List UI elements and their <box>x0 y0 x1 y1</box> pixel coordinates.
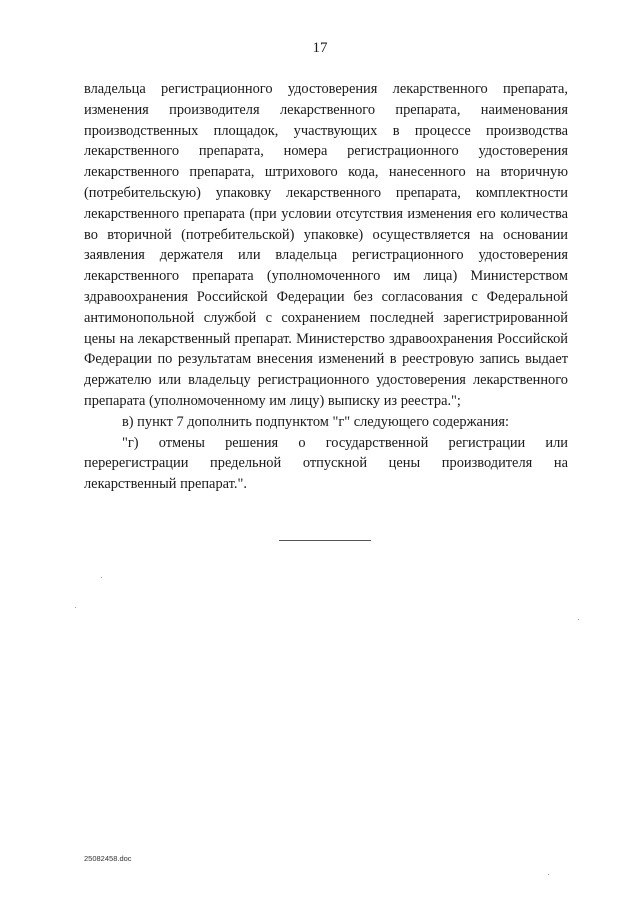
paragraph-item-g: "г) отмены решения о государственной регистрации или перерегистрации предельной отпускной цены производителя на лекарственный препарат.". <box>84 434 568 493</box>
paragraph-continuation: владельца регистрационного удостоверения лекарственного препарата, изменения производителя лекарственного препарата, наименования производственных площадок, участвующих в процессе производства лекарственного препарата, номера регистрационного удостоверения лекарственного препарата, штрихового кода, нанесенного на вторичную (потребительскую) упаковку лекарственного препарата, комплектности лекарственного препарата (при условии отсутствия изменения его количества во вторичной (потребительской) упаковке) осуществляется на основании заявления держателя или владельца регистрационного удостоверения лекарственного препарата (уполномоченного им лица) Министерством здравоохранения Российской Федерации без согласования с Федеральной антимонопольной службой с сохранением последней зарегистрированной цены на лекарственный препарат. Министерство здравоохранения Российской Федерации по результатам внесения изменений в реестровую запись выдает держателю или владельцу регистрационного удостоверения лекарственного препарата (уполномоченному им лицу) выписку из реестра."; <box>84 81 568 409</box>
document-body <box>84 79 568 495</box>
scan-speck <box>578 619 579 620</box>
scan-speck <box>548 874 549 875</box>
page-number: 17 <box>312 40 328 56</box>
document-file-code: 25082458.doc <box>84 854 132 863</box>
end-separator-line <box>279 540 371 541</box>
scan-speck <box>75 607 76 608</box>
paragraph-item-v: в) пункт 7 дополнить подпунктом "г" следующего содержания: <box>122 413 509 430</box>
scan-speck <box>101 577 102 578</box>
